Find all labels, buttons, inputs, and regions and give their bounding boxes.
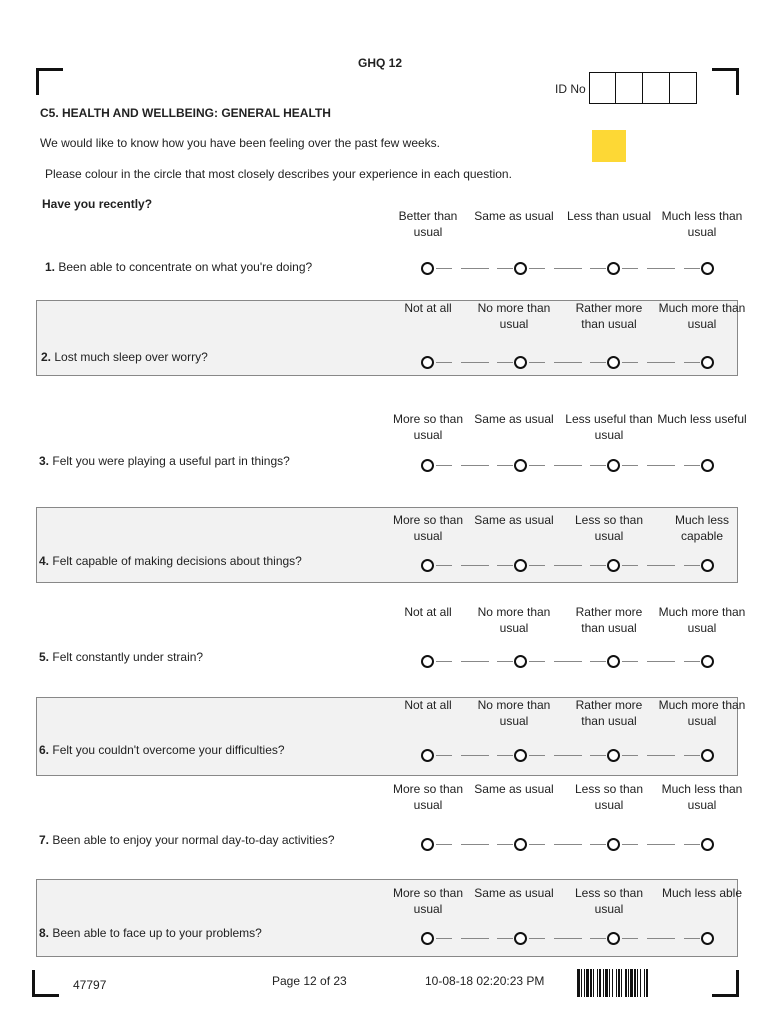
dash-separator: [461, 661, 489, 662]
timestamp: 10-08-18 02:20:23 PM: [425, 974, 545, 988]
dash-separator: [647, 268, 675, 269]
dash-separator: [497, 268, 513, 269]
option-label: Same as usual: [474, 782, 554, 796]
dash-separator: [554, 362, 582, 363]
question-label: Felt constantly under strain?: [52, 650, 204, 664]
question-number: 8.: [39, 926, 50, 940]
question-label: Felt you were playing a useful part in things?: [52, 454, 290, 468]
dash-separator: [684, 268, 700, 269]
question-label: Felt you couldn't overcome your difficulties?: [52, 743, 285, 757]
dash-separator: [622, 362, 638, 363]
question-number: 4.: [39, 554, 50, 568]
dash-separator: [647, 565, 675, 566]
answer-circle[interactable]: [514, 838, 527, 851]
dash-separator: [436, 268, 452, 269]
option-label: More so than usual: [392, 886, 464, 916]
dash-separator: [684, 661, 700, 662]
option-label: Same as usual: [474, 209, 554, 223]
dash-separator: [529, 938, 545, 939]
question-label: Lost much sleep over worry?: [54, 350, 208, 364]
question-number: 7.: [39, 833, 50, 847]
id-digit-box[interactable]: [642, 72, 670, 104]
dash-separator: [684, 362, 700, 363]
option-label: Rather more than usual: [575, 301, 643, 331]
question-text: [39, 743, 285, 757]
option-label: Not at all: [404, 605, 452, 619]
question-text: [39, 926, 262, 940]
dash-separator: [461, 465, 489, 466]
option-label: More so than usual: [392, 513, 464, 543]
dash-separator: [497, 362, 513, 363]
option-label: Same as usual: [474, 412, 554, 426]
question-number: 3.: [39, 454, 50, 468]
dash-separator: [684, 844, 700, 845]
id-digit-box[interactable]: [589, 72, 616, 104]
dash-separator: [684, 565, 700, 566]
question-text: [39, 554, 302, 568]
dash-separator: [647, 938, 675, 939]
option-label: No more than usual: [477, 698, 551, 728]
dash-separator: [529, 268, 545, 269]
dash-separator: [554, 844, 582, 845]
answer-circle[interactable]: [701, 559, 714, 572]
dash-separator: [622, 938, 638, 939]
corner-mark-top-left: [36, 68, 63, 95]
option-label: More so than usual: [392, 412, 464, 442]
dash-separator: [622, 844, 638, 845]
dash-separator: [529, 565, 545, 566]
question-label: Felt capable of making decisions about things?: [52, 554, 302, 568]
dash-separator: [436, 938, 452, 939]
dash-separator: [590, 661, 606, 662]
dash-separator: [436, 565, 452, 566]
dash-separator: [436, 362, 452, 363]
dash-separator: [497, 938, 513, 939]
dash-separator: [590, 755, 606, 756]
option-label: Better than usual: [398, 209, 458, 239]
option-label: No more than usual: [477, 605, 551, 635]
answer-circle[interactable]: [701, 932, 714, 945]
dash-separator: [529, 844, 545, 845]
corner-mark-bottom-left: [32, 970, 59, 997]
dash-separator: [554, 938, 582, 939]
question-number: 5.: [39, 650, 50, 664]
option-label: Much less useful: [657, 412, 747, 426]
dash-separator: [554, 565, 582, 566]
answer-circle[interactable]: [607, 655, 620, 668]
question-label: Been able to face up to your problems?: [52, 926, 262, 940]
dash-separator: [684, 465, 700, 466]
option-label: Much less than usual: [661, 782, 743, 812]
option-label: Same as usual: [474, 513, 554, 527]
answer-circle[interactable]: [514, 262, 527, 275]
dash-separator: [554, 661, 582, 662]
question-text: [41, 350, 208, 364]
question-text: [39, 454, 290, 468]
answer-circle[interactable]: [421, 356, 434, 369]
option-label: Less useful than usual: [565, 412, 653, 442]
answer-circle[interactable]: [701, 459, 714, 472]
dash-separator: [497, 565, 513, 566]
option-label: Much less able: [661, 886, 743, 900]
question-label: Been able to enjoy your normal day-to-day activities?: [52, 833, 335, 847]
question-text: [39, 650, 203, 664]
option-label: Rather more than usual: [575, 605, 643, 635]
answer-circle[interactable]: [514, 932, 527, 945]
option-label: Less so than usual: [574, 886, 644, 916]
answer-circle[interactable]: [421, 459, 434, 472]
dash-separator: [647, 844, 675, 845]
answer-circle[interactable]: [421, 655, 434, 668]
intro-text: We would like to know how you have been feeling over the past few weeks.: [40, 136, 441, 150]
dash-separator: [529, 465, 545, 466]
answer-circle[interactable]: [607, 262, 620, 275]
dash-separator: [461, 938, 489, 939]
answer-circle[interactable]: [607, 559, 620, 572]
answer-circle[interactable]: [701, 655, 714, 668]
dash-separator: [647, 661, 675, 662]
dash-separator: [684, 755, 700, 756]
dash-separator: [497, 844, 513, 845]
answer-circle[interactable]: [701, 749, 714, 762]
question-number: 2.: [41, 350, 52, 364]
dash-separator: [622, 755, 638, 756]
dash-separator: [436, 844, 452, 845]
option-label: More so than usual: [392, 782, 464, 812]
dash-separator: [590, 465, 606, 466]
answer-circle[interactable]: [421, 838, 434, 851]
answer-circle[interactable]: [514, 459, 527, 472]
dash-separator: [461, 844, 489, 845]
dash-separator: [554, 268, 582, 269]
dash-separator: [529, 362, 545, 363]
dash-separator: [461, 268, 489, 269]
dash-separator: [461, 362, 489, 363]
answer-circle[interactable]: [607, 459, 620, 472]
form-title: GHQ 12: [358, 56, 403, 70]
dash-separator: [590, 362, 606, 363]
answer-circle[interactable]: [421, 932, 434, 945]
answer-circle[interactable]: [421, 749, 434, 762]
option-label: No more than usual: [477, 301, 551, 331]
answer-circle[interactable]: [701, 262, 714, 275]
id-label: ID No: [555, 82, 586, 96]
dash-separator: [436, 755, 452, 756]
page-number: Page 12 of 23: [272, 974, 347, 988]
dash-separator: [590, 268, 606, 269]
section-title: C5. HEALTH AND WELLBEING: GENERAL HEALTH: [40, 106, 331, 120]
yellow-marker: [592, 130, 626, 162]
question-text: [45, 260, 312, 274]
answer-circle[interactable]: [514, 655, 527, 668]
option-label: Same as usual: [474, 886, 554, 900]
dash-separator: [461, 565, 489, 566]
option-label: Less so than usual: [574, 513, 644, 543]
question-text: [39, 833, 335, 847]
dash-separator: [622, 661, 638, 662]
answer-circle[interactable]: [607, 749, 620, 762]
corner-mark-top-right: [712, 68, 739, 95]
dash-separator: [590, 844, 606, 845]
dash-separator: [554, 465, 582, 466]
option-label: Much more than usual: [658, 698, 746, 728]
option-label: Much less than usual: [661, 209, 743, 239]
question-number: 1.: [45, 260, 56, 274]
dash-separator: [622, 565, 638, 566]
option-label: Rather more than usual: [575, 698, 643, 728]
dash-separator: [497, 755, 513, 756]
id-digit-box[interactable]: [615, 72, 643, 104]
option-label: Not at all: [404, 301, 452, 315]
dash-separator: [461, 755, 489, 756]
corner-mark-bottom-right: [712, 970, 739, 997]
question-number: 6.: [39, 743, 50, 757]
option-label: Much more than usual: [658, 301, 746, 331]
answer-circle[interactable]: [607, 838, 620, 851]
dash-separator: [529, 661, 545, 662]
prompt-text: Have you recently?: [42, 197, 153, 211]
instruction-text: Please colour in the circle that most closely describes your experience in each question.: [45, 167, 512, 181]
option-label: Much less capable: [674, 513, 730, 543]
answer-circle[interactable]: [421, 262, 434, 275]
dash-separator: [529, 755, 545, 756]
dash-separator: [647, 465, 675, 466]
dash-separator: [554, 755, 582, 756]
dash-separator: [647, 362, 675, 363]
option-label: Not at all: [404, 698, 452, 712]
dash-separator: [622, 465, 638, 466]
answer-circle[interactable]: [514, 559, 527, 572]
answer-circle[interactable]: [514, 356, 527, 369]
dash-separator: [590, 938, 606, 939]
form-code: 47797: [73, 978, 107, 992]
dash-separator: [497, 661, 513, 662]
option-label: Less so than usual: [574, 782, 644, 812]
answer-circle[interactable]: [514, 749, 527, 762]
answer-circle[interactable]: [607, 356, 620, 369]
dash-separator: [684, 938, 700, 939]
barcode: [577, 969, 693, 997]
id-digit-box[interactable]: [669, 72, 697, 104]
dash-separator: [436, 661, 452, 662]
answer-circle[interactable]: [701, 356, 714, 369]
answer-circle[interactable]: [701, 838, 714, 851]
option-label: Less than usual: [566, 209, 652, 223]
dash-separator: [622, 268, 638, 269]
dash-separator: [590, 565, 606, 566]
answer-circle[interactable]: [421, 559, 434, 572]
option-label: Much more than usual: [658, 605, 746, 635]
dash-separator: [436, 465, 452, 466]
dash-separator: [497, 465, 513, 466]
dash-separator: [647, 755, 675, 756]
question-label: Been able to concentrate on what you're doing?: [58, 260, 313, 274]
answer-circle[interactable]: [607, 932, 620, 945]
